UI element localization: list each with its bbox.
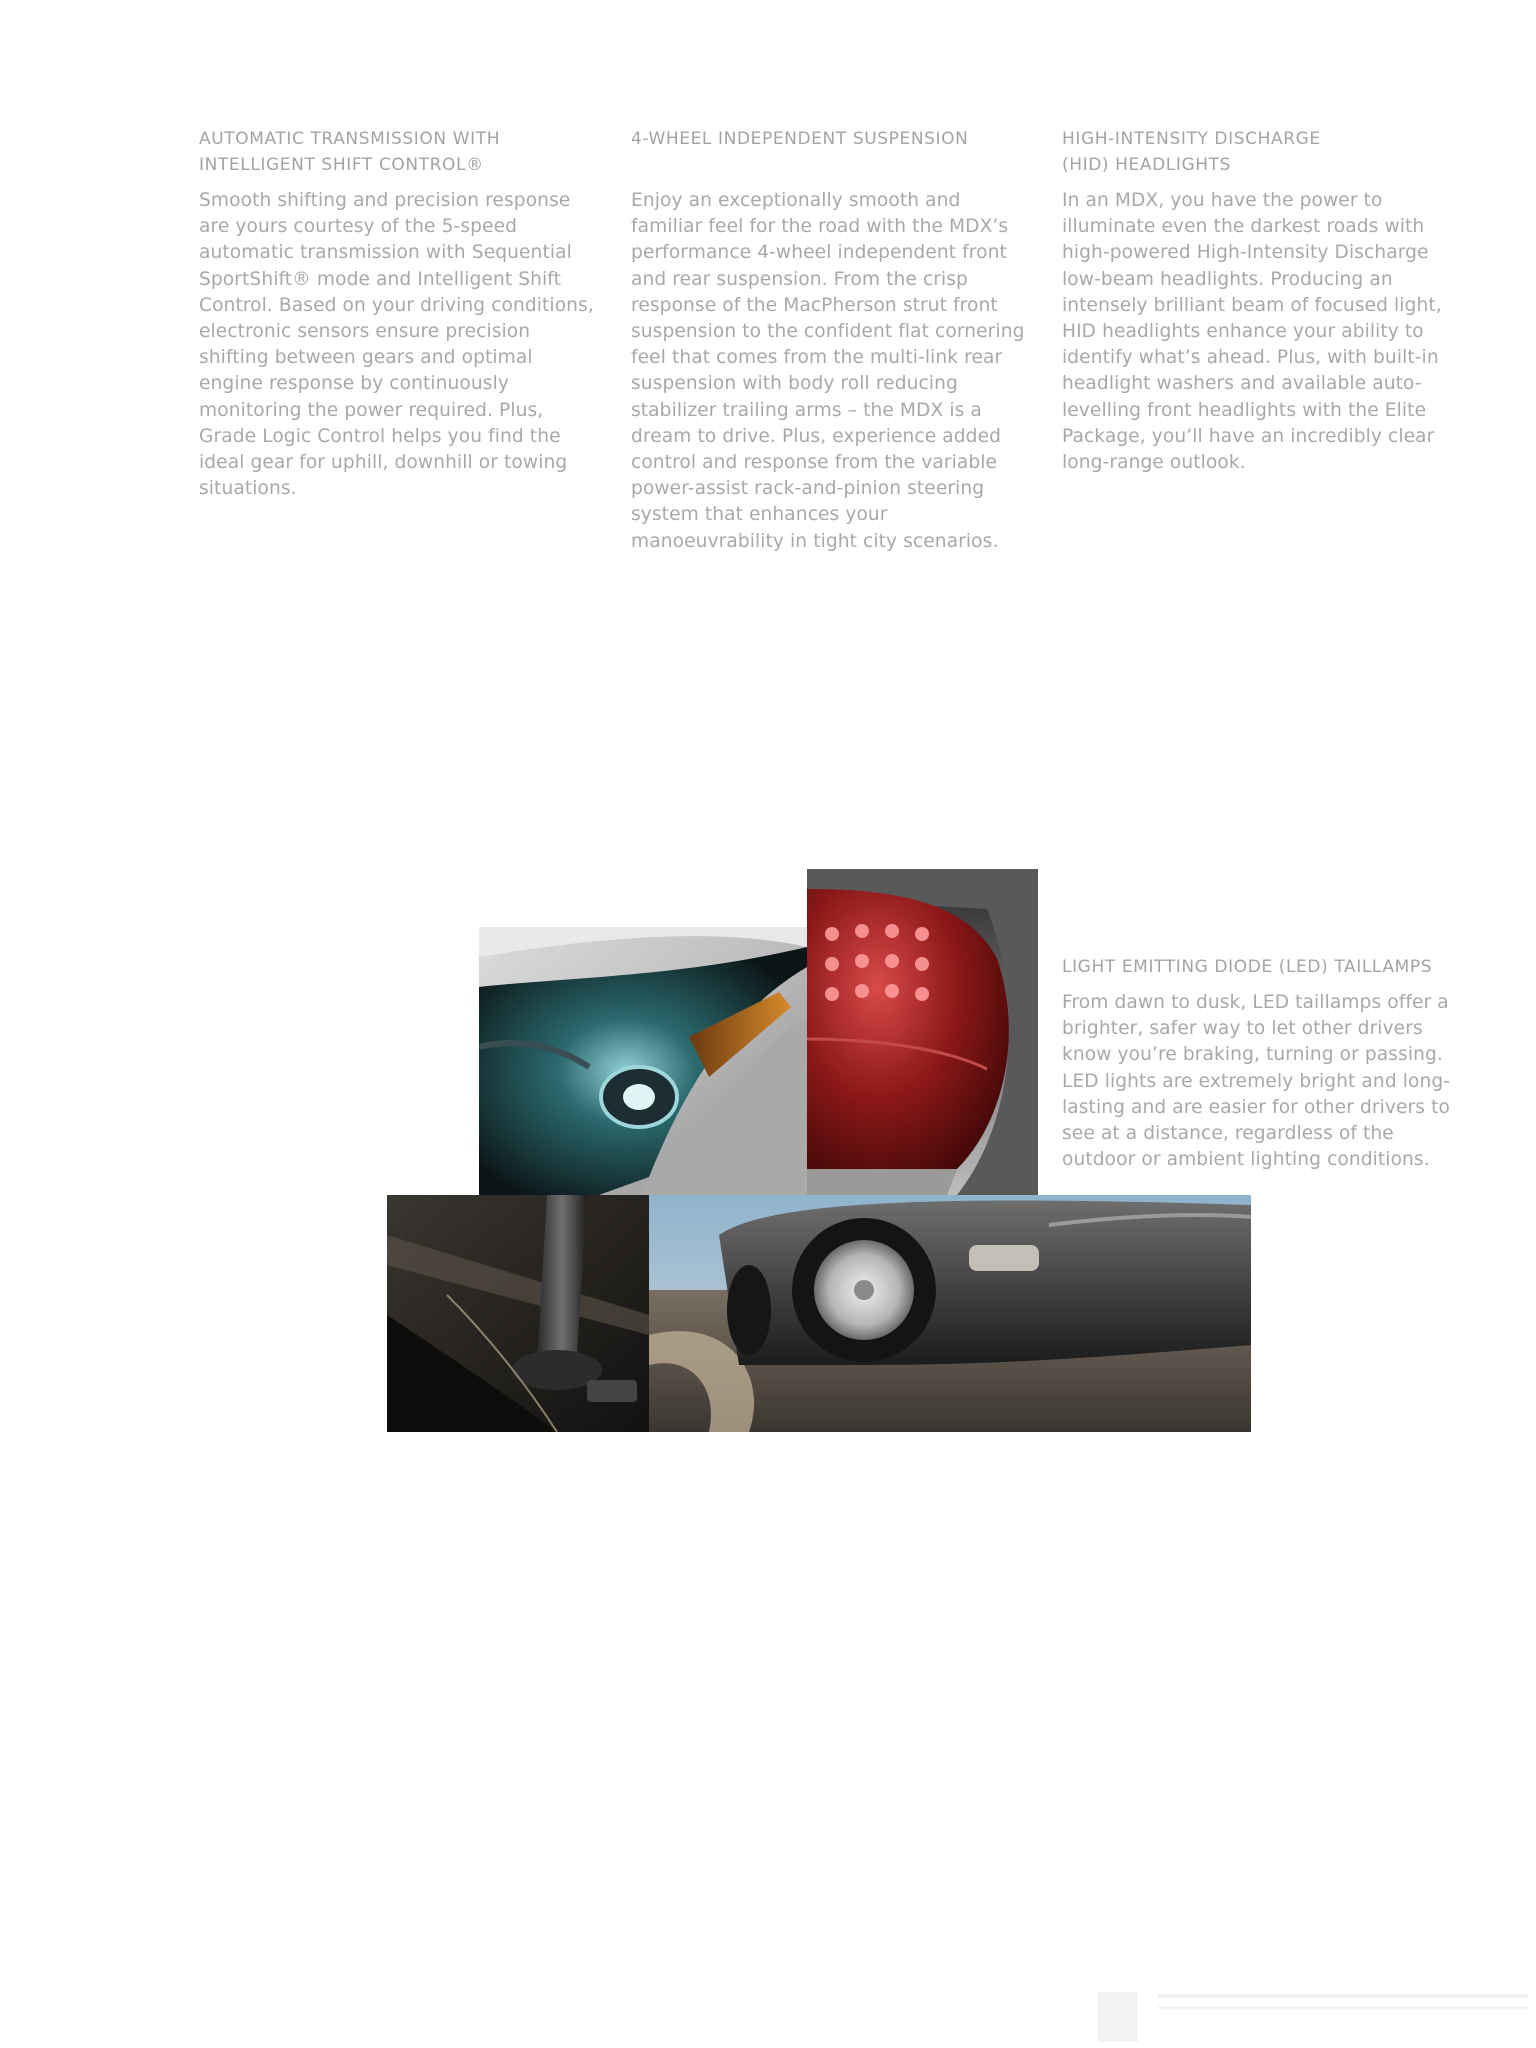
section-suspension	[631, 126, 1031, 555]
section-body: Smooth shifting and precision response are yours courtesy of the 5-speed automatic transmission with Sequential SportShift® mode and Intelligent Shift Control. Based on your driving conditions, electronic sensors ensure precision shifting between gears and optimal engine response by continuously monitoring the power required. Plus, Grade Logic Control helps you find the ideal gear for uphill, downhill or towing situations.	[199, 190, 594, 500]
section-led-taillamps	[1062, 954, 1462, 1173]
section-heading: HIGH-INTENSITY DISCHARGE (HID) HEADLIGHTS	[1062, 129, 1321, 175]
shift-lever-photo	[387, 1195, 649, 1432]
led-taillamp-photo	[807, 869, 1038, 1195]
section-heading: LIGHT EMITTING DIODE (LED) TAILLAMPS	[1062, 957, 1433, 977]
page-edge-shadow	[1098, 1972, 1528, 2042]
section-heading: 4-WHEEL INDEPENDENT SUSPENSION	[631, 129, 969, 149]
section-hid-headlights	[1062, 126, 1462, 476]
section-body: In an MDX, you have the power to illuminate even the darkest roads with high-powered High-Intensity Discharge low-beam headlights. Producing an intensely brilliant beam of focused light, HID headlights enhance your ability to identify what’s ahead. Plus, with built-in headlight washers and available auto-levelling front headlights with the Elite Package, you’ll have an incredibly clear long-range outlook.	[1062, 190, 1442, 474]
section-transmission	[199, 126, 599, 502]
hid-headlight-photo	[479, 927, 807, 1195]
section-body: From dawn to dusk, LED taillamps offer a brighter, safer way to let other drivers know you’re braking, turning or passing. LED lights are extremely bright and long-lasting and are easier for other drivers to see at a distance, regardless of the outdoor or ambient lighting conditions.	[1062, 992, 1451, 1171]
section-heading: AUTOMATIC TRANSMISSION WITH INTELLIGENT SHIFT CONTROL®	[199, 129, 501, 175]
section-body: Enjoy an exceptionally smooth and familiar feel for the road with the MDX’s performance 4-wheel independent front and rear suspension. From the crisp response of the MacPherson strut front suspension to the confident flat cornering feel that comes from the multi-link rear suspension with body roll reducing stabilizer trailing arms – the MDX is a dream to drive. Plus, experience added control and response from the variable power-assist rack-and-pinion steering system that enhances your manoeuvrability in tight city scenarios.	[631, 190, 1025, 552]
wheel-road-photo	[649, 1195, 1251, 1432]
